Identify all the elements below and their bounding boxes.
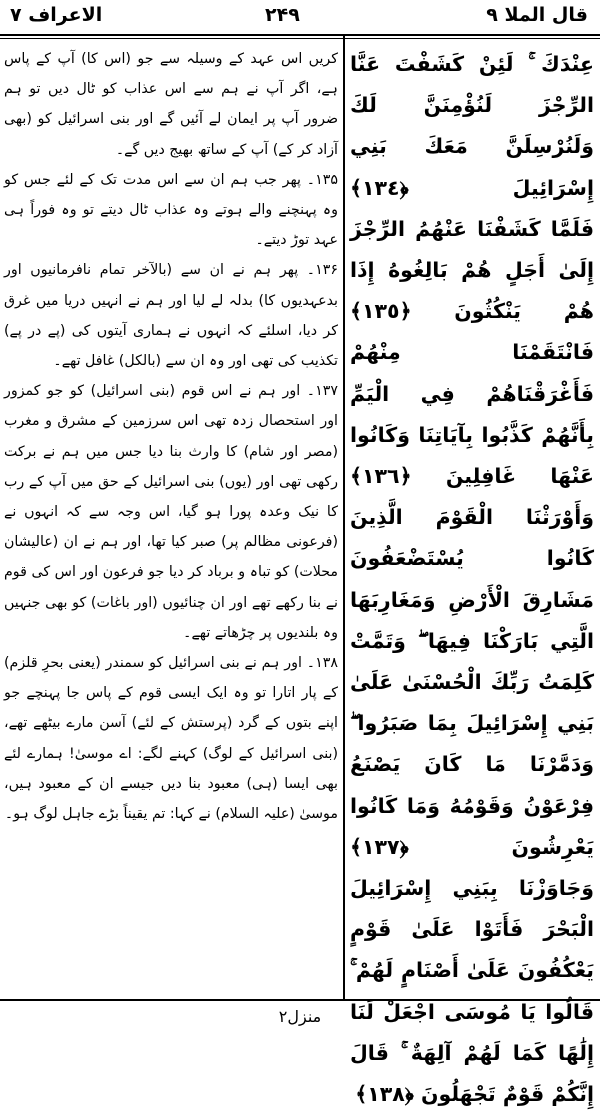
arabic-verse: وَجَاوَزْنَا بِبَنِي إِسْرَائِيلَ الْبَحْرَ فَأَتَوْا عَلَىٰ قَوْمٍ يَعْكُفُونَ عَلَىٰ أَصْنَامٍ لَهُمْ ۚ قَالُوا يَا مُوسَى اجْعَلْ لَنَا إِلَٰهًا كَمَا لَهُمْ آلِهَةٌ ۚ قَالَ إِنَّكُمْ قَوْمٌ تَجْهَلُونَ ﴿١٣٨﴾ [350,876,594,1107]
translation-paragraph: ۱۳۶۔ پھر ہم نے ان سے (بالآخر تمام نافرمانیوں اور بدعہدیوں کا) بدلہ لے لیا اور ہم نے انہیں دریا میں غرق کر دیا، اسلئے کہ انہوں نے ہماری آیتوں کی (پے در پے) تکذیب کی تھی اور وہ ان سے (بالکل) غافل تھے۔ [4,262,338,370]
para-title: قال الملا ۹ [486,4,588,26]
translation-paragraph: ۱۳۵۔ پھر جب ہم ان سے اس مدت تک کے لئے جس کو وہ پہنچنے والے ہوتے وہ عذاب ٹال دیتے تو وہ فوراً ہی عہد توڑ دیتے۔ [4,171,338,249]
page-number: ۲۴۹ [265,4,300,26]
arabic-verse: فَانْتَقَمْنَا مِنْهُمْ فَأَغْرَقْنَاهُمْ فِي الْيَمِّ بِأَنَّهُمْ كَذَّبُوا بِآيَاتِنَا وَكَانُوا عَنْهَا غَافِلِينَ ﴿١٣٦﴾ [350,340,594,489]
header-right [300,0,600,34]
translation-column [4,44,338,996]
arabic-verse: فَلَمَّا كَشَفْنَا عَنْهُمُ الرِّجْزَ إِلَىٰ أَجَلٍ هُمْ بَالِغُوهُ إِذَا هُمْ يَنْكُثُونَ ﴿١٣٥﴾ [350,216,594,324]
footer [0,1007,600,1026]
arabic-verse: وَأَوْرَثْنَا الْقَوْمَ الَّذِينَ كَانُوا يُسْتَضْعَفُونَ مَشَارِقَ الْأَرْضِ وَمَغَارِبَهَا الَّتِي بَارَكْنَا فِيهَا ۖ وَتَمَّتْ كَلِمَتُ رَبِّكَ الْحُسْنَىٰ عَلَىٰ بَنِي إِسْرَائِيلَ بِمَا صَبَرُوا ۖ وَدَمَّرْنَا مَا كَانَ يَصْنَعُ فِرْعَوْنُ وَقَوْمُهُ وَمَا كَانُوا يَعْرِشُونَ ﴿١٣٧﴾ [350,505,594,859]
header-left [0,0,300,34]
translation-paragraph: کریں اس عہد کے وسیلہ سے جو (اس کا) آپ کے پاس ہے، اگر آپ نے ہم سے اس عذاب کو ٹال دیں تو ہم ضرور آپ پر ایمان لے آئیں گے اور بنی اسرائیل کو (بھی آزاد کر کے) آپ کے ساتھ بھیج دیں گے۔ [4,51,338,158]
header-rule-thin [0,38,600,39]
manzil-label: منزل۲ [278,1007,322,1026]
arabic-verse: عِنْدَكَ ۚ لَئِنْ كَشَفْتَ عَنَّا الرِّجْزَ لَنُؤْمِنَنَّ لَكَ وَلَنُرْسِلَنَّ مَعَكَ بَنِي إِسْرَائِيلَ ﴿١٣٤﴾ [350,52,594,200]
translation-paragraph: ۱۳۷۔ اور ہم نے اس قوم (بنی اسرائیل) کو جو کمزور اور استحصال زدہ تھی اس سرزمین کے مشرق و مغرب (مصر اور شام) کا وارث بنا دیا جس میں ہم نے برکت رکھی تھی اور (یوں) بنی اسرائیل کے حق میں آپ کے رب کا نیک وعدہ پورا ہو گیا، اس وجہ سے کہ انہوں نے (فرعونی مظالم پر) صبر کیا تھا، اور ہم نے ان (عالیشان محلات) کو تباہ و برباد کر دیا جو فرعون اور اس کی قوم نے بنا رکھے تھے اور ان چنائیوں (اور باغات) کو بھی جنہیں وہ بلندیوں پر چڑھاتے تھے۔ [4,383,338,641]
column-divider [343,36,345,999]
surah-title: الاعراف ۷ [10,4,103,26]
header-rule [0,34,600,36]
arabic-column [350,44,594,1107]
translation-paragraph: ۱۳۸۔ اور ہم نے بنی اسرائیل کو سمندر (یعنی بحرِ قلزم) کے پار اتارا تو وہ ایک ایسی قوم کے پاس جا پہنچے جو اپنے بتوں کے گرد (پرستش کے لئے) آسن مارے بیٹھے تھے، (بنی اسرائیل کے لوگ) کہنے لگے: اے موسیٰ! ہمارے لئے بھی ایسا (ہی) معبود بنا دیں جیسے ان کے معبود ہیں، موسیٰ (علیہ السلام) نے کہا: تم یقیناً بڑے جاہل لوگ ہو۔ [4,655,338,823]
